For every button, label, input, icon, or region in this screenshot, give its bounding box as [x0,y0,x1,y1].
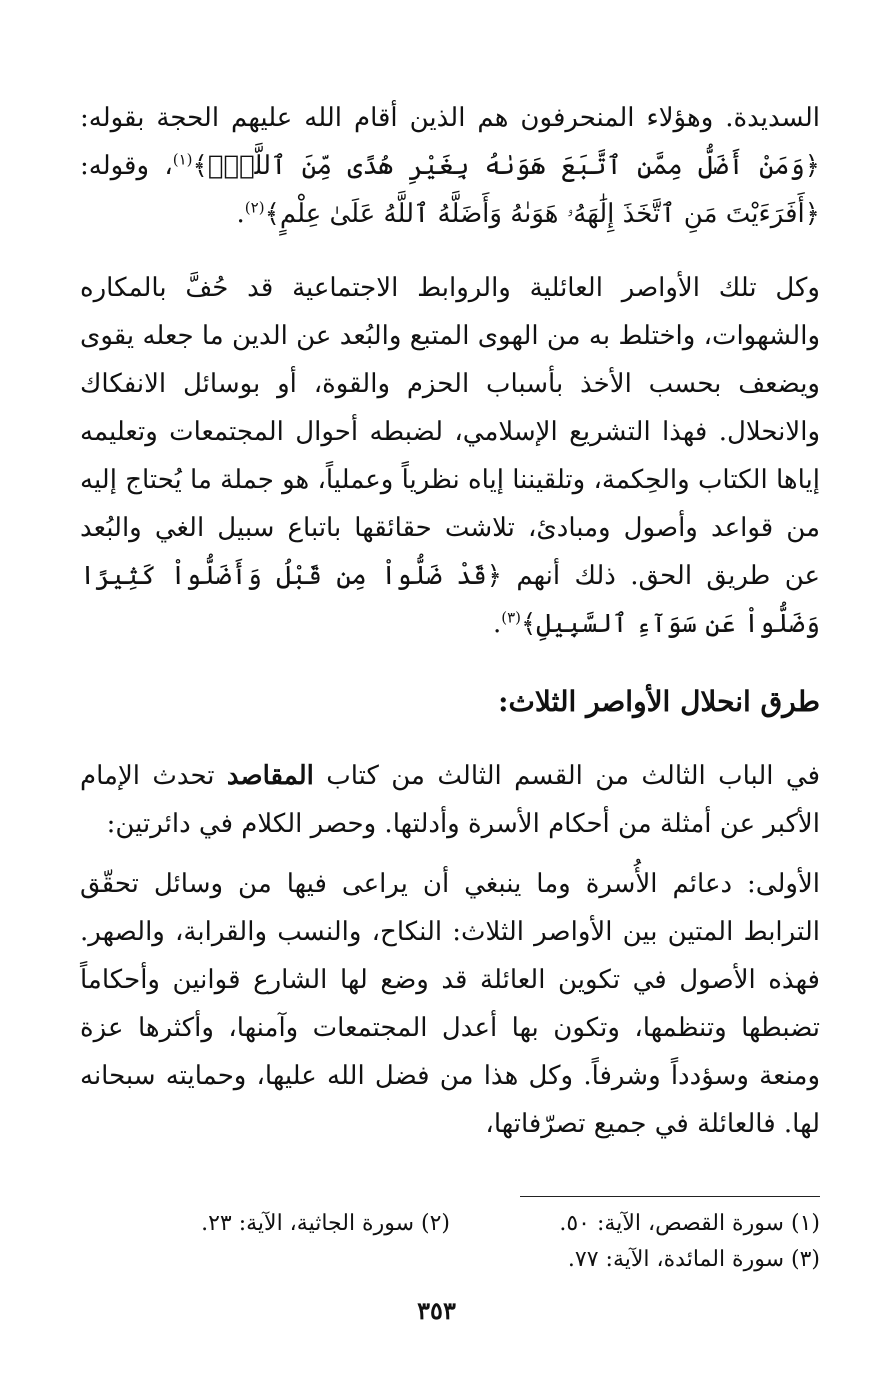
footnote-2: (٢) سورة الجاثية، الآية: ٢٣. [201,1211,450,1236]
book-title: المقاصد [226,761,314,791]
paragraph-1 [80,94,820,238]
footnote-ref-1[interactable]: (١) [172,150,193,169]
section-heading: طرق انحلال الأواصر الثلاث: [498,685,820,718]
footnote-ref-2[interactable]: (٢) [244,198,265,217]
footnote-3: (٣) سورة المائدة، الآية: ٧٧. [567,1247,820,1272]
paragraph-4-text: الأولى: دعائم الأُسرة وما ينبغي أن يراعى فيها من وسائل تحقّق الترابط المتين بين الأواصر الثلاث: النكاح، والنسب والقرابة، والصهر. فهذه الأصول في تكوين العائلة قد وضع لها الشارع قوانين وأحكاماً تضبطها وتنظمها، وتكون بها أعدل المجتمعات وآمنها، وأكثرها عزة ومنعة وسؤدداً وشرفاً. وكل هذا من فضل الله عليها، وحمايته سبحانه لها. فالعائلة في جميع تصرّفاتها، [80,869,820,1139]
paragraph-2-text: وكل تلك الأواصر العائلية والروابط الاجتماعية قد حُفَّ بالمكاره والشهوات، واختلط به من الهوى المتبع والبُعد عن الدين ما جعله يقوى ويضعف بحسب الأخذ بأسباب الحزم والقوة، أو بوسائل الانفكاك والانحلال. فهذا التشريع الإسلامي، لضبطه أحوال المجتمعات وتعليمه إياها الكتاب والحِكمة، وتلقيننا إياه نظرياً وعملياً، هو جملة ما يُحتاج إليه من قواعد وأصول ومبادئ، تلاشت حقائقها باتباع سبيل الغي والبُعد عن طريق الحق. ذلك أنهم [80,273,820,591]
footnote-1: (١) سورة القصص، الآية: ٥٠. [559,1211,820,1236]
footnote-divider [520,1196,820,1197]
paragraph-3-before: في الباب الثالث من القسم الثالث من كتاب [313,761,820,791]
footnote-ref-3[interactable]: (٣) [501,608,521,627]
paragraph-2-end: . [492,609,502,639]
quran-verse-2: ﴿أَفَرَءَيْتَ مَنِ ٱتَّخَذَ إِلَٰهَهُۥ هَوَىٰهُ وَأَضَلَّهُ ٱللَّهُ عَلَىٰ عِلْمٍ﴾ [264,199,820,229]
footnote-row-2 [80,1242,820,1278]
paragraph-3-after: تحدث الإمام الأكبر عن أمثلة من أحكام الأسرة وأدلتها. وحصر الكلام في دائرتين: [80,761,820,839]
page-number: ٣٥٣ [417,1296,456,1325]
paragraph-1-intro: السديدة. وهؤلاء المنحرفون هم الذين أقام الله عليهم الحجة بقوله: [80,103,820,133]
footnotes [80,1206,820,1278]
paragraph-4 [80,860,820,1148]
paragraph-1-mid: ، وقوله: [80,151,173,181]
paragraph-3 [80,752,820,848]
quran-verse-3: ﴿قَدْ ضَلُّواْ مِن قَبْلُ وَأَضَلُّواْ كَثِيرًا وَضَلُّواْ عَن سَوَآءِ ٱلسَّبِيلِ﴾ [80,561,820,639]
quran-verse-1: ﴿وَمَنْ أَضَلُّ مِمَّنِ ٱتَّبَعَ هَوَىٰهُ بِغَيْرِ هُدًى مِّنَ ٱللَّهِۚ﴾ [192,151,820,181]
paragraph-1-end: . [236,199,245,229]
footnote-row-1 [80,1206,820,1242]
paragraph-2 [80,264,820,648]
